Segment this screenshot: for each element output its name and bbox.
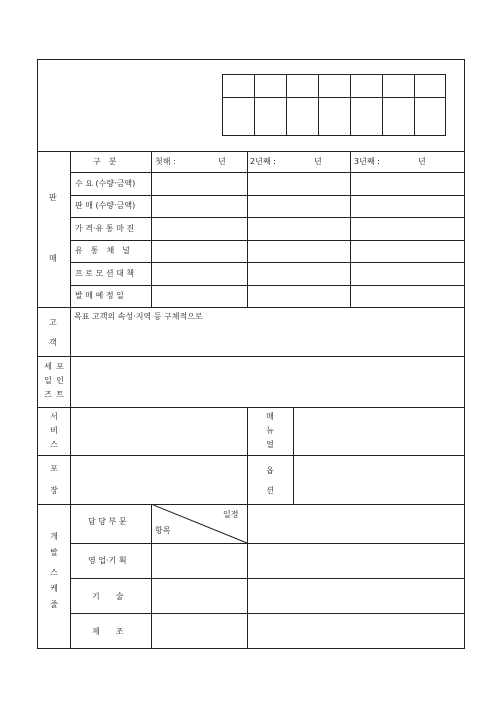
row-sales: 판 매 (수량·금액) (75, 201, 136, 210)
customer-note: 목표 고객의 속성·지역 등 구체적으로 (74, 312, 203, 321)
row-channel: 유 통 채 널 (75, 246, 130, 255)
row-price-margin: 가 격·유 통 마 진 (75, 224, 135, 233)
selling-point-char: 일 (44, 376, 52, 385)
header-year2-unit: 년 (314, 157, 322, 166)
manual-char: 얼 (266, 440, 274, 449)
sales-label-top: 판 (49, 193, 57, 202)
selling-point-char: 인 (56, 376, 64, 385)
dev-row-manufacturing: 제 조 (92, 627, 124, 636)
development-char: 줄 (50, 600, 58, 609)
option-char: 옵 (266, 466, 274, 475)
header-year2: 2년째 : (250, 157, 276, 166)
header-category: 구 분 (93, 157, 117, 166)
dev-row-sales-planning: 영 업·기 획 (88, 556, 127, 565)
header-year3-unit: 년 (418, 157, 426, 166)
service-char: 서 (50, 412, 58, 421)
packaging-char: 포 (50, 464, 58, 473)
selling-point-char: 트 (56, 390, 64, 399)
dev-row-technology: 기 술 (92, 592, 124, 601)
customer-label-1: 고 (49, 318, 57, 327)
option-char: 션 (266, 486, 274, 495)
development-char: 스 (50, 568, 58, 577)
packaging-char: 장 (50, 486, 58, 495)
row-release-date: 발 매 예 정 일 (75, 291, 124, 300)
service-char: 스 (50, 440, 58, 449)
development-char: 개 (50, 532, 58, 541)
selling-point-char: 세 (44, 362, 52, 371)
customer-label-2: 객 (49, 338, 57, 347)
dev-row-department: 담 당 부 문 (88, 517, 127, 526)
service-char: 비 (50, 426, 58, 435)
dev-schedule-label: 일정 (223, 510, 239, 519)
sales-label-bottom: 매 (49, 254, 57, 263)
header-year1: 첫해 : (155, 157, 176, 166)
selling-point-char: 포 (56, 362, 64, 371)
selling-point-char: 즈 (44, 390, 52, 399)
manual-char: 뉴 (266, 426, 274, 435)
row-demand: 수 요 (수량·금액) (75, 179, 136, 188)
row-promotion: 프 로 모 션 대 책 (75, 269, 135, 278)
header-year1-unit: 년 (218, 157, 226, 166)
development-char: 케 (50, 584, 58, 593)
header-year3: 3년째 : (354, 157, 380, 166)
development-char: 발 (50, 548, 58, 557)
dev-item-label: 항목 (155, 526, 171, 535)
manual-char: 매 (266, 412, 274, 421)
